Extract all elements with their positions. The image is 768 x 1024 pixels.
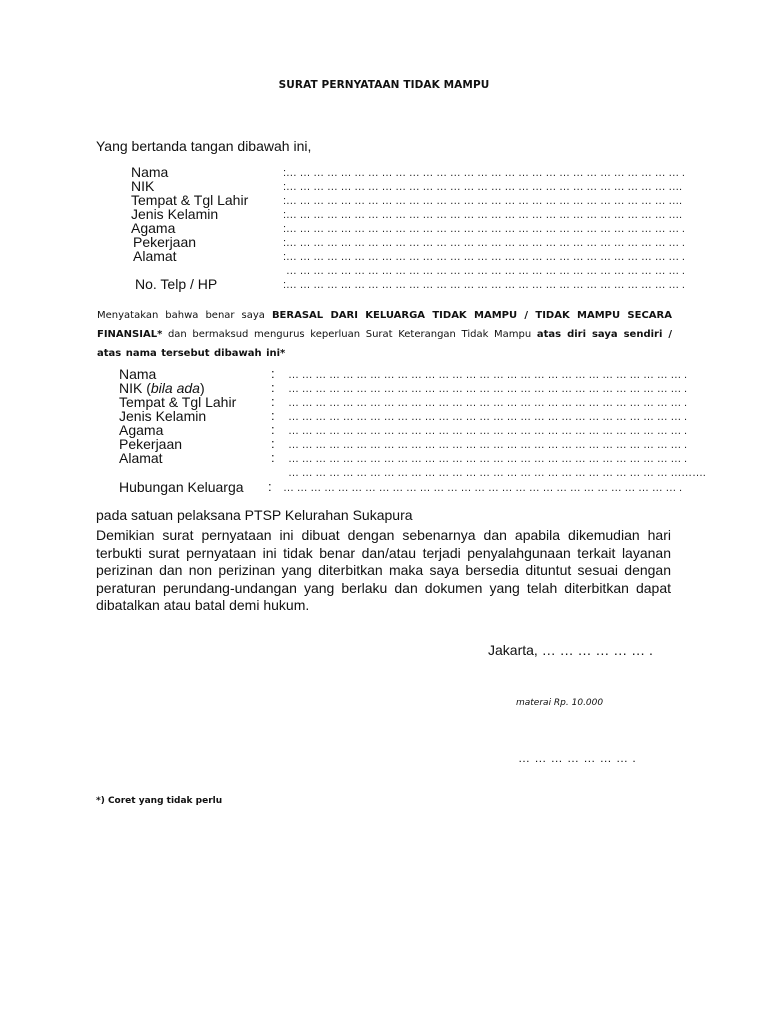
label-no-telp: No. Telp / HP: [135, 276, 218, 292]
declaration-text-2: dan bermaksud mengurus keperluan Surat Keterangan Tidak Mampu: [162, 329, 537, 340]
dots2-tempat-tgl-lahir: … … … … … … … … … … … … … … … … … … … … … … … … … … … … … .: [288, 397, 687, 409]
label2-agama: Agama: [119, 422, 164, 438]
label2-nama: Nama: [119, 366, 157, 382]
label-agama: Agama: [131, 220, 176, 236]
label2-nik-note: bila ada: [150, 380, 200, 396]
label-jenis-kelamin: Jenis Kelamin: [131, 206, 219, 222]
label2-nik-text: NIK (: [119, 380, 151, 396]
dots2-alamat: … … … … … … … … … … … … … … … … … … … … … … … … … … … … … .: [288, 453, 687, 465]
intro-text: Yang bertanda tangan dibawah ini,: [96, 138, 312, 154]
dots-nama: :… … … … … … … … … … … … … … … … … … … … … … … … … … … … … .: [283, 167, 685, 179]
document-title: SURAT PERNYATAAN TIDAK MAMPU: [278, 79, 490, 91]
dots2-nama: … … … … … … … … … … … … … … … … … … … … … … … … … … … … … .: [288, 369, 687, 381]
label-pekerjaan: Pekerjaan: [133, 234, 197, 250]
label2-hubungan-keluarga: Hubungan Keluarga: [119, 479, 244, 495]
dots-no-telp: :… … … … … … … … … … … … … … … … … … … … … … … … … … … … … .: [283, 279, 685, 291]
colon2-agama: :: [271, 422, 275, 437]
city-date: Jakarta, … … … … … … .: [488, 642, 653, 658]
colon2-alamat: :: [271, 450, 275, 465]
declaration-text-1: Menyatakan bahwa benar saya: [97, 310, 272, 321]
declaration-paragraph: [97, 306, 672, 363]
ptsp-line: pada satuan pelaksana PTSP Kelurahan Sukapura: [96, 507, 413, 523]
dots-jenis-kelamin: :… … … … … … … … … … … … … … … … … … … … … … … … … … … … ….: [283, 209, 682, 221]
declaration-bold-2: atas diri saya sendiri / atas nama tersebut dibawah ini*: [97, 329, 672, 359]
label2-alamat: Alamat: [119, 450, 163, 466]
colon2-pekerjaan: :: [271, 436, 275, 451]
dots2-nik: … … … … … … … … … … … … … … … … … … … … … … … … … … … … … .: [288, 383, 687, 395]
label2-jenis-kelamin: Jenis Kelamin: [119, 408, 207, 424]
label-nik: NIK: [131, 178, 155, 194]
closing-paragraph: Demikian surat pernyataan ini dibuat dengan sebenarnya dan apabila dikemudian hari terbukti surat pernyataan ini tidak benar dan/atau terjadi penyalahgunaan terkait layanan perizinan dan non perizinan yang diterbitkan maka saya bersedia dituntut sesuai dengan peraturan perundang-undangan yang berlaku dan dokumen yang telah diterbitkan dapat dibatalkan atau batal demi hukum.: [96, 527, 671, 613]
label-nama: Nama: [131, 164, 169, 180]
dots-alamat-2: … … … … … … … … … … … … … … … … … … … … … … … … … … … … … .: [283, 265, 685, 277]
colon2-nama: :: [271, 366, 275, 381]
colon2-jenis-kelamin: :: [271, 408, 275, 423]
colon2-tempat-tgl-lahir: :: [271, 394, 275, 409]
label-alamat: Alamat: [133, 248, 177, 264]
dots-alamat: :… … … … … … … … … … … … … … … … … … … … … … … … … … … … … .: [283, 251, 685, 263]
colon2-nik: :: [271, 380, 275, 395]
dots2-jenis-kelamin: … … … … … … … … … … … … … … … … … … … … … … … … … … … … … .: [288, 411, 687, 423]
dots-tempat-tgl-lahir: :… … … … … … … … … … … … … … … … … … … … … … … … … … … … ….: [283, 195, 682, 207]
dots2-agama: … … … … … … … … … … … … … … … … … … … … … … … … … … … … … .: [288, 425, 687, 437]
dots-pekerjaan: :… … … … … … … … … … … … … … … … … … … … … … … … … … … … … .: [283, 237, 685, 249]
label-tempat-tgl-lahir: Tempat & Tgl Lahir: [131, 192, 249, 208]
label2-tempat-tgl-lahir: Tempat & Tgl Lahir: [119, 394, 237, 410]
dots2-hubungan-keluarga: … … … … … … … … … … … … … … … … … … … … … … … … … … … … … .: [283, 482, 682, 494]
declaration-bold-1: BERASAL DARI KELUARGA TIDAK MAMPU / TIDAK MAMPU SECARA FINANSIAL*: [97, 310, 672, 340]
dots2-pekerjaan: … … … … … … … … … … … … … … … … … … … … … … … … … … … … … .: [288, 439, 687, 451]
footnote: *) Coret yang tidak perlu: [96, 796, 223, 806]
signature-line: … … … … … … … .: [518, 751, 637, 765]
dots-nik: :… … … … … … … … … … … … … … … … … … … … … … … … … … … … ….: [283, 181, 682, 193]
label2-nik-close: ): [199, 380, 205, 396]
dots-agama: :… … … … … … … … … … … … … … … … … … … … … … … … … … … … … .: [283, 223, 685, 235]
colon2-hubungan-keluarga: :: [268, 479, 272, 494]
dots2-alamat-2: … … … … … … … … … … … … … … … … … … … … … … … … … … … … ……….: [288, 467, 706, 479]
label2-pekerjaan: Pekerjaan: [119, 436, 183, 452]
materai-note: materai Rp. 10.000: [516, 698, 604, 708]
